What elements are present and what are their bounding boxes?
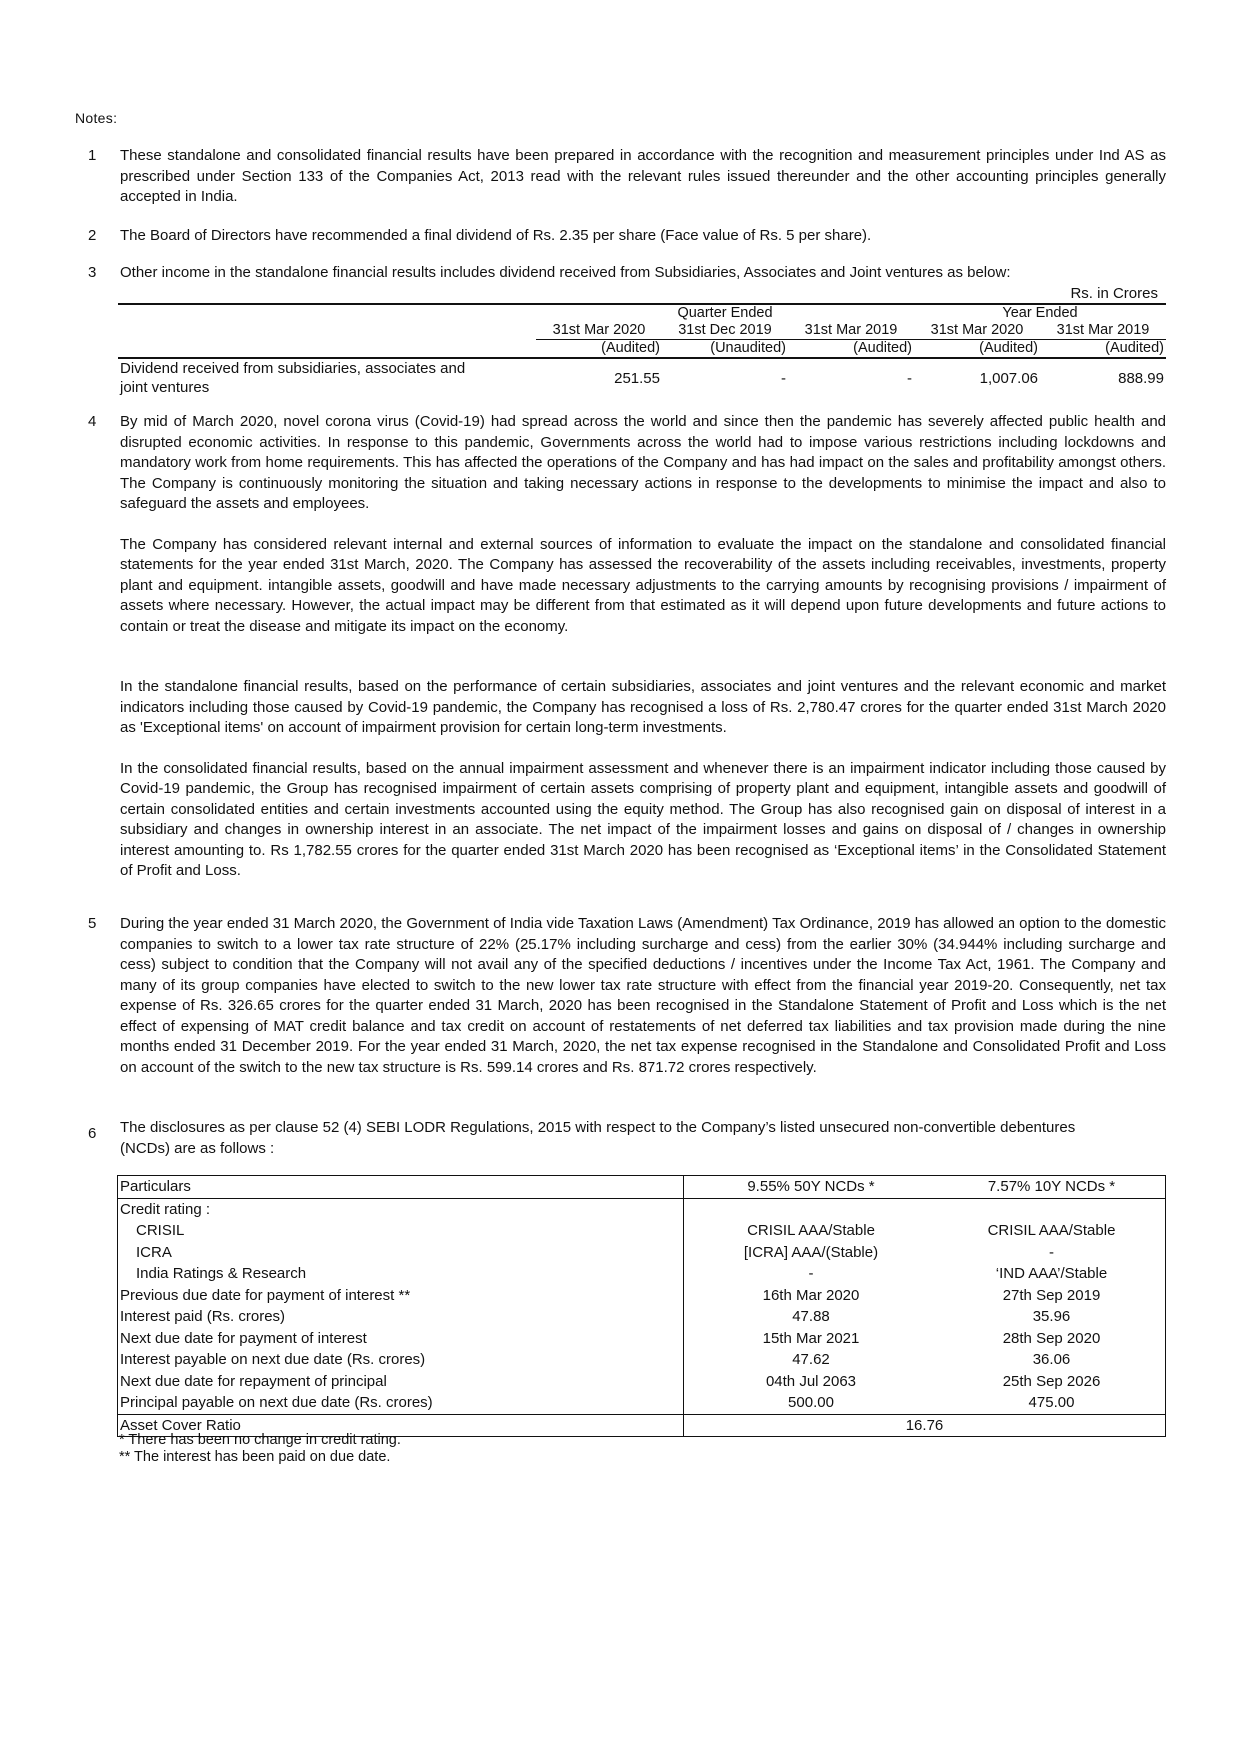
table-cell: 15th Mar 2021: [762, 1329, 860, 1347]
row-label: Interest paid (Rs. crores): [118, 1306, 684, 1328]
table-cell: 16th Mar 2020: [762, 1286, 860, 1304]
table-row: [118, 1220, 1166, 1242]
table-cell: 27th Sep 2019: [938, 1285, 1166, 1307]
table-cell: 251.55: [614, 369, 660, 387]
note-number: 4: [88, 413, 97, 430]
note-paragraph: By mid of March 2020, novel corona virus (Covid-19) had spread across the world and since then the pandemic has severely affected public health and disrupted economic activities. In response to this pandemic, Governments across the world had to impose various restrictions including lockdowns and mandatory work from home requirements. This has affected the operations of the Company and has had impact on the sales and profitability amongst others. The Company is continuously monitoring the situation and taking necessary actions in response to the developments to minimise the impact and also to safeguard the assets and employees.: [120, 413, 1166, 512]
table-cell: 35.96: [938, 1306, 1166, 1328]
row-label: Previous due date for payment of interest **: [118, 1285, 684, 1307]
table-cell: 47.62: [792, 1351, 830, 1368]
notes-heading: Notes:: [75, 110, 118, 126]
row-label: ICRA: [118, 1242, 684, 1264]
note-3: [88, 263, 1166, 284]
table-cell: 888.99: [1118, 369, 1164, 387]
column-status: (Unaudited): [662, 340, 788, 359]
table-row: [118, 1306, 1166, 1328]
note-paragraph: These standalone and consolidated financial results have been prepared in accordance with the recognition and measurement principles under Ind AS as prescribed under Section 133 of the Companies Act, 2013 read with the relevant rules issued thereunder and the other accounting principles generally accepted in India.: [120, 147, 1166, 205]
row-label: Interest payable on next due date (Rs. crores): [118, 1349, 684, 1371]
row-label: India Ratings & Research: [118, 1263, 684, 1285]
note-4: [88, 412, 1166, 882]
column-date: 31st Mar 2019: [788, 322, 914, 340]
table-cell: 47.88: [792, 1308, 830, 1325]
row-label: Next due date for repayment of principal: [118, 1371, 684, 1393]
column-date: 31st Mar 2020: [536, 322, 662, 340]
column-date: 31st Mar 2020: [914, 322, 1040, 340]
row-label: Dividend received from subsidiaries, associates and joint ventures: [120, 360, 466, 396]
table-row: [118, 1242, 1166, 1264]
footnote: * There has been no change in credit rating.: [119, 1432, 401, 1448]
note-number: 2: [88, 227, 97, 244]
table-row: [118, 1349, 1166, 1371]
column-status: (Audited): [914, 340, 1040, 359]
row-label: Credit rating :: [118, 1198, 684, 1220]
table-cell: 04th Jul 2063: [765, 1372, 857, 1390]
table-cell: -: [808, 1265, 814, 1282]
column-header: 9.55% 50Y NCDs *: [684, 1176, 939, 1199]
row-label: CRISIL: [118, 1220, 684, 1242]
note-paragraph: In the consolidated financial results, based on the annual impairment assessment and whenever there is an impairment indicator including those caused by Covid-19 pandemic, the Group has recognised impairment of certain assets comprising of property plant and equipment, intangible assets and goodwill of certain consolidated entities and certain investments accounted using the equity method. The Group has also recognised gain on disposal of interest in a subsidiary and changes in ownership interest in an associate. The net impact of the impairment losses and gains on disposal of / changes in ownership interest amounting to. Rs 1,782.55 crores for the quarter ended 31st March 2020 has been recognised as ‘Exceptional items’ in the Consolidated Statement of Profit and Loss.: [120, 759, 1166, 879]
column-date: 31st Mar 2019: [1040, 322, 1166, 340]
table-cell: 500.00: [788, 1394, 834, 1411]
table-cell: 475.00: [938, 1392, 1166, 1414]
asset-cover-value: 16.76: [684, 1414, 1166, 1437]
ncd-table: [117, 1175, 1166, 1437]
note-paragraph: The Company has considered relevant internal and external sources of information to evaluate the impact on the standalone and consolidated financial statements for the year ended 31st March, 2020. The Company has assessed the recoverability of the assets including receivables, investments, property plant and equipment. intangible assets, goodwill and have made necessary adjustments to the carrying amounts by recognising provisions / impairment of assets where necessary. However, the actual impact may be different from that estimated as it will depend upon future developments and future actions to contain or treat the disease and mitigate its impact on the economy.: [120, 535, 1166, 635]
table-cell: CRISIL AAA/Stable: [747, 1222, 875, 1239]
note-number: 3: [88, 264, 97, 281]
table-cell: [ICRA] AAA/(Stable): [743, 1243, 879, 1261]
column-status: (Audited): [536, 340, 662, 359]
table-row: [118, 1328, 1166, 1350]
note-1: [88, 146, 1166, 208]
column-header: Particulars: [118, 1176, 684, 1199]
footnote: ** The interest has been paid on due date.: [119, 1449, 391, 1465]
column-header: 7.57% 10Y NCDs *: [938, 1176, 1166, 1199]
table-cell: 25th Sep 2026: [938, 1371, 1166, 1393]
row-label: Next due date for payment of interest: [118, 1328, 684, 1350]
note-paragraph: During the year ended 31 March 2020, the Government of India vide Taxation Laws (Amendment) Tax Ordinance, 2019 has allowed an option to the domestic companies to switch to a lower tax rate structure of 22% (25.17% including surcharge and cess) from the earlier 30% (34.944% including surcharge and cess) subject to condition that the Company will not avail any of the specified deductions / incentives under the Income Tax Act, 1961. The Company and many of its group companies have elected to switch to the new lower tax rate structure with effect from the financial year 2019-20. Consequently, net tax expense of Rs. 326.65 crores for the quarter ended 31 March, 2020 has been recognised in the Standalone Statement of Profit and Loss which is the net effect of expensing of MAT credit balance and tax credit on account of restatements of net deferred tax liabilities and tax provision made during the nine months ended 31 December 2019. For the year ended 31 March, 2020, the net tax expense recognised in the Standalone and Consolidated Profit and Loss on account of the switch to the new tax structure is Rs. 599.14 crores and Rs. 871.72 crores respectively.: [120, 915, 1166, 1076]
table-cell: 36.06: [938, 1349, 1166, 1371]
note-paragraph: The disclosures as per clause 52 (4) SEBI LODR Regulations, 2015 with respect to the Company’s listed unsecured non-convertible debentures (NCDs) are as follows :: [120, 1119, 1076, 1157]
footnotes: [119, 1432, 401, 1466]
table-row: [118, 1392, 1166, 1414]
note-paragraph: In the standalone financial results, based on the performance of certain subsidiaries, associates and joint ventures and the relevant economic and market indicators including those caused by Covid-19 pandemic, the Company has recognised a loss of Rs. 2,780.47 crores for the quarter ended 31st March 2020 as 'Exceptional items' on account of impairment provision for certain long-term investments.: [120, 678, 1166, 736]
note-6: [88, 1118, 1166, 1159]
quarter-ended-header: Quarter Ended: [536, 304, 914, 322]
note-paragraph: The Board of Directors have recommended a final dividend of Rs. 2.35 per share (Face value of Rs. 5 per share).: [120, 227, 872, 244]
table-cell: 28th Sep 2020: [938, 1328, 1166, 1350]
row-label: Asset Cover Ratio: [118, 1414, 684, 1437]
table-cell: 1,007.06: [979, 369, 1038, 387]
table-cell: -: [907, 369, 912, 387]
table-row: [118, 358, 1166, 397]
table-cell: -: [781, 369, 786, 387]
column-date: 31st Dec 2019: [662, 322, 788, 340]
year-ended-header: Year Ended: [914, 304, 1166, 322]
note-5: [88, 914, 1166, 1078]
note-number: 5: [88, 915, 97, 932]
note-2: [88, 226, 1166, 247]
table-row: [118, 1198, 1166, 1220]
table-cell: ‘IND AAA’/Stable: [938, 1263, 1166, 1285]
table-row: [118, 1263, 1166, 1285]
dividend-table: [118, 285, 1166, 397]
table-cell: CRISIL AAA/Stable: [938, 1220, 1166, 1242]
table-row: [118, 1371, 1166, 1393]
note-number: 6: [88, 1125, 97, 1142]
unit-label: Rs. in Crores: [1070, 285, 1158, 302]
column-status: (Audited): [788, 340, 914, 359]
note-paragraph: Other income in the standalone financial results includes dividend received from Subsidiaries, Associates and Joint ventures as below:: [120, 264, 1011, 281]
column-status: (Audited): [1040, 340, 1166, 359]
table-row: [118, 1285, 1166, 1307]
table-header-row: [118, 1176, 1166, 1199]
table-cell: -: [938, 1242, 1166, 1264]
row-label: Principal payable on next due date (Rs. crores): [118, 1392, 684, 1414]
note-number: 1: [88, 147, 97, 164]
